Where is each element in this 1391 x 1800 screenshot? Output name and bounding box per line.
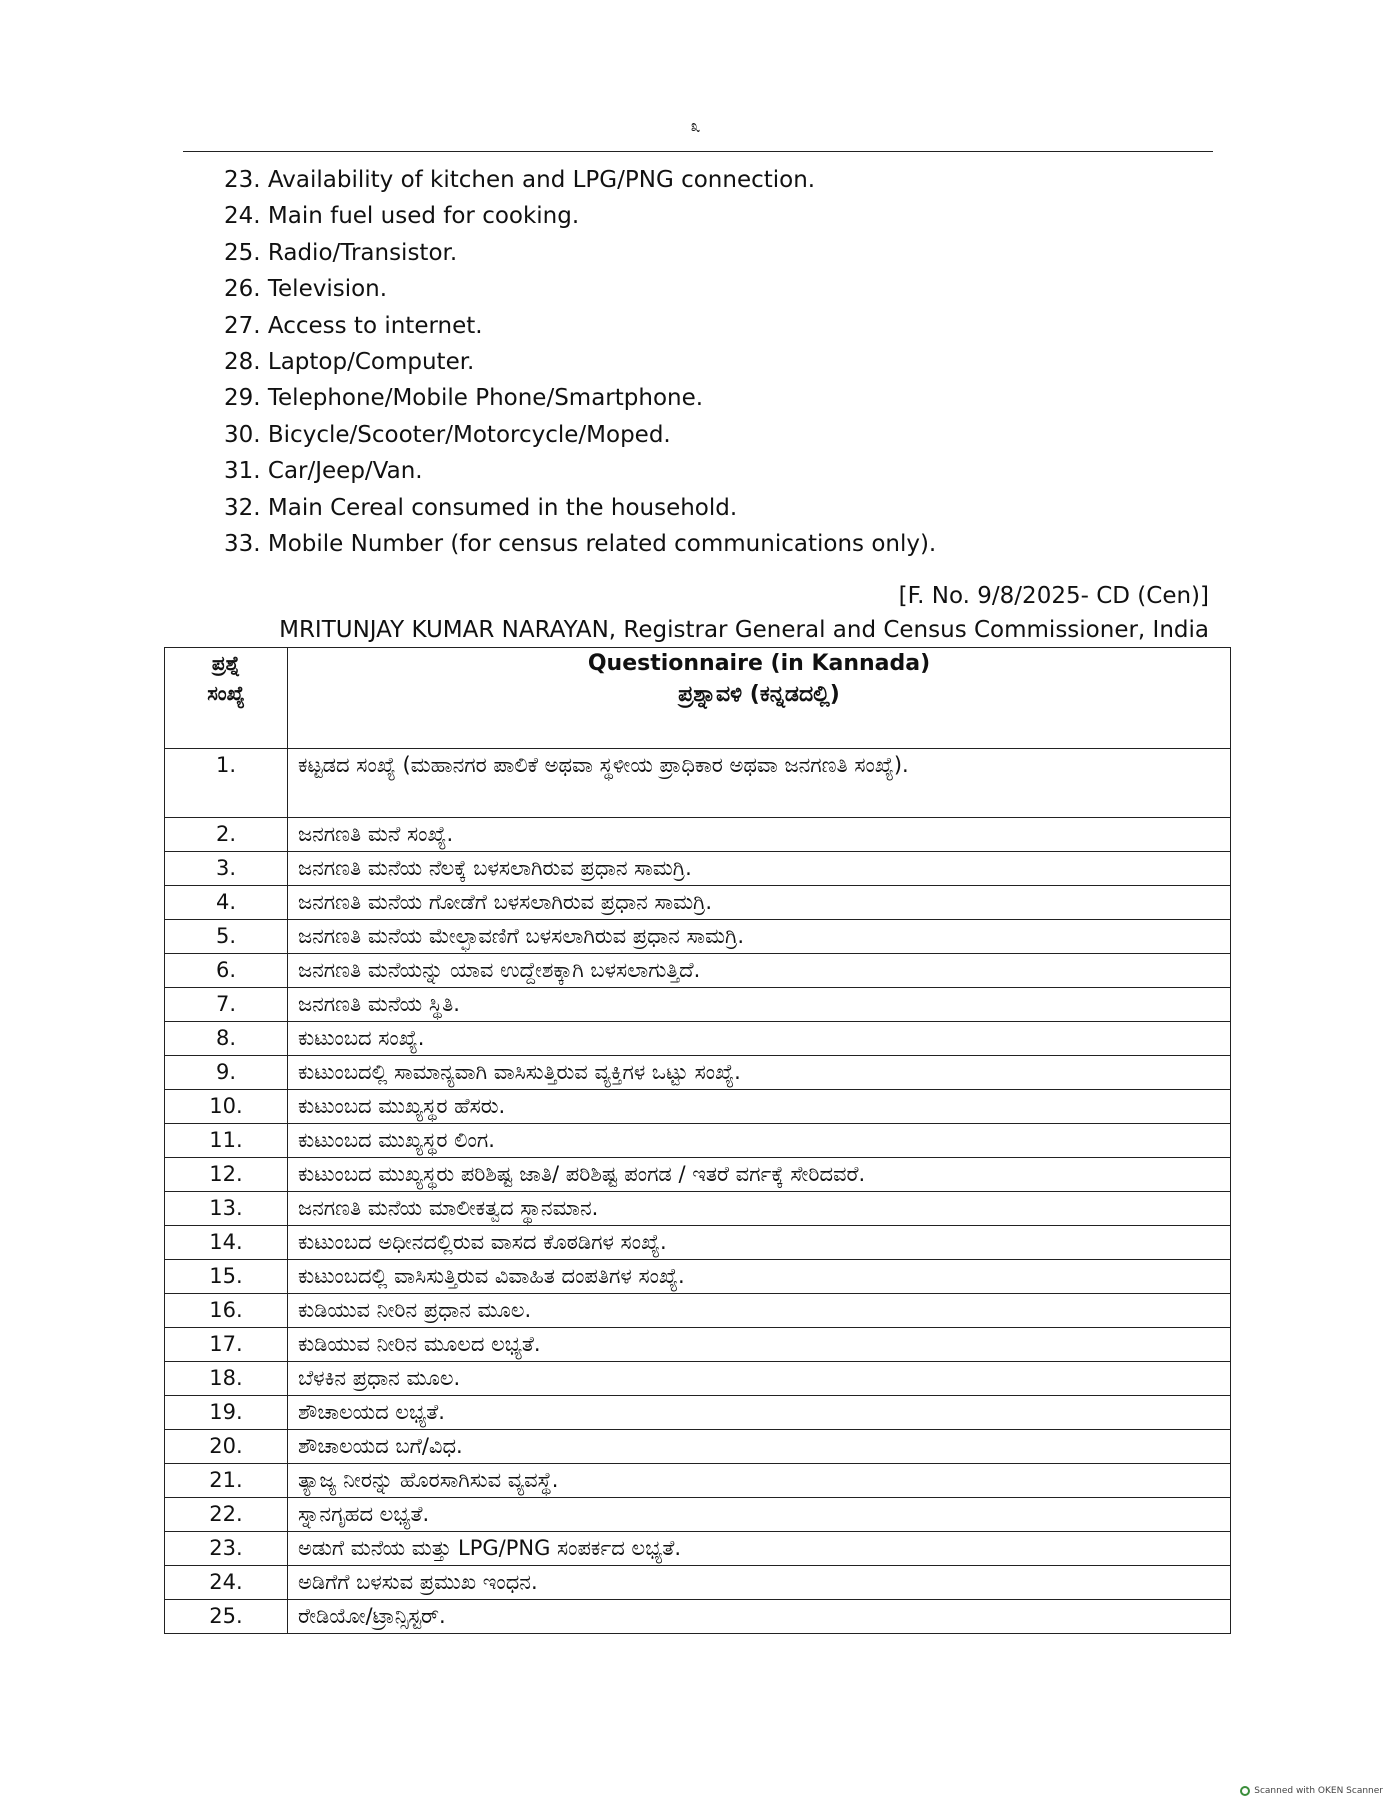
question-text-cell: ಜನಗಣತಿ ಮನೆಯನ್ನು ಯಾವ ಉದ್ದೇಶಕ್ಕಾಗಿ ಬಳಸಲಾಗುತ್ತಿದೆ. <box>288 954 1231 988</box>
question-text-cell: ಕುಟುಂಬದ ಸಂಖ್ಯೆ. <box>288 1022 1231 1056</box>
question-text-cell: ಜನಗಣತಿ ಮನೆಯ ಗೋಡೆಗೆ ಬಳಸಲಾಗಿರುವ ಪ್ರಧಾನ ಸಾಮಗ್ರಿ. <box>288 886 1231 920</box>
question-text-cell: ಜನಗಣತಿ ಮನೆಯ ನೆಲಕ್ಕೆ ಬಳಸಲಾಗಿರುವ ಪ್ರಧಾನ ಸಾಮಗ್ರಿ. <box>288 852 1231 886</box>
question-number-cell: 2. <box>165 818 288 852</box>
table-row <box>165 1158 1231 1192</box>
header-divider <box>183 151 1213 152</box>
question-number-cell: 19. <box>165 1396 288 1430</box>
table-row <box>165 1260 1231 1294</box>
question-text-cell: ಜನಗಣತಿ ಮನೆಯ ಮಾಲೀಕತ್ವದ ಸ್ಥಾನಮಾನ. <box>288 1192 1231 1226</box>
questionnaire-header <box>288 648 1231 749</box>
question-list-english <box>224 162 936 562</box>
table-row <box>165 1430 1231 1464</box>
question-text-cell: ತ್ಯಾಜ್ಯ ನೀರನ್ನು ಹೊರಸಾಗಿಸುವ ವ್ಯವಸ್ಥೆ. <box>288 1464 1231 1498</box>
question-number-cell: 14. <box>165 1226 288 1260</box>
scanner-watermark <box>1240 1786 1383 1796</box>
question-text-cell: ಕುಟುಂಬದಲ್ಲಿ ಸಾಮಾನ್ಯವಾಗಿ ವಾಸಿಸುತ್ತಿರುವ ವ್ಯಕ್ತಿಗಳ ಒಟ್ಟು ಸಂಖ್ಯೆ. <box>288 1056 1231 1090</box>
table-row <box>165 1328 1231 1362</box>
question-text-cell: ಅಡುಗೆ ಮನೆಯ ಮತ್ತು LPG/PNG ಸಂಪರ್ಕದ ಲಭ್ಯತೆ. <box>288 1532 1231 1566</box>
list-item: 29. Telephone/Mobile Phone/Smartphone. <box>224 385 704 412</box>
question-text-cell: ಅಡಿಗೆಗೆ ಬಳಸುವ ಪ್ರಮುಖ ಇಂಧನ. <box>288 1566 1231 1600</box>
questionnaire-table-body <box>165 749 1231 1634</box>
question-number-cell: 20. <box>165 1430 288 1464</box>
table-row <box>165 1226 1231 1260</box>
question-text-cell: ಶೌಚಾಲಯದ ಬಗೆ/ವಿಧ. <box>288 1430 1231 1464</box>
questionnaire-title-kannada: ಪ್ರಶ್ನಾವಳಿ (ಕನ್ನಡದಲ್ಲಿ) <box>678 682 840 707</box>
questionnaire-table <box>164 647 1231 1634</box>
table-row <box>165 920 1231 954</box>
question-text-cell: ಸ್ನಾನಗೃಹದ ಲಭ್ಯತೆ. <box>288 1498 1231 1532</box>
table-row <box>165 988 1231 1022</box>
question-number-header-line2: ಸಂಖ್ಯೆ <box>207 681 245 705</box>
question-number-cell: 12. <box>165 1158 288 1192</box>
table-row <box>165 1498 1231 1532</box>
question-text-cell: ಕುಟುಂಬದಲ್ಲಿ ವಾಸಿಸುತ್ತಿರುವ ವಿವಾಹಿತ ದಂಪತಿಗಳ ಸಂಖ್ಯೆ. <box>288 1260 1231 1294</box>
list-item: 33. Mobile Number (for census related communications only). <box>224 531 937 558</box>
list-item: 28. Laptop/Computer. <box>224 349 475 376</box>
list-item: 23. Availability of kitchen and LPG/PNG connection. <box>224 167 816 193</box>
scanner-watermark-text: Scanned with OKEN Scanner <box>1254 1786 1383 1796</box>
question-number-cell: 1. <box>165 749 288 818</box>
question-number-cell: 7. <box>165 988 288 1022</box>
question-number-cell: 13. <box>165 1192 288 1226</box>
table-row <box>165 1464 1231 1498</box>
question-text-cell: ಜನಗಣತಿ ಮನೆಯ ಮೇಲ್ಛಾವಣಿಗೆ ಬಳಸಲಾಗಿರುವ ಪ್ರಧಾನ ಸಾಮಗ್ರಿ. <box>288 920 1231 954</box>
list-item: 26. Television. <box>224 276 388 303</box>
question-number-cell: 5. <box>165 920 288 954</box>
question-text-cell: ಕುಟುಂಬದ ಮುಖ್ಯಸ್ಥರ ಹೆಸರು. <box>288 1090 1231 1124</box>
table-row <box>165 1056 1231 1090</box>
question-number-cell: 24. <box>165 1566 288 1600</box>
table-row <box>165 1566 1231 1600</box>
questionnaire-title-english: Questionnaire (in Kannada) <box>587 651 931 676</box>
question-number-cell: 15. <box>165 1260 288 1294</box>
file-reference: [F. No. 9/8/2025- CD (Cen)] <box>898 583 1209 609</box>
question-text-cell: ಜನಗಣತಿ ಮನೆ ಸಂಖ್ಯೆ. <box>288 818 1231 852</box>
table-row <box>165 818 1231 852</box>
question-number-cell: 21. <box>165 1464 288 1498</box>
question-number-cell: 23. <box>165 1532 288 1566</box>
signatory-line: MRITUNJAY KUMAR NARAYAN, Registrar General and Census Commissioner, India <box>279 617 1209 643</box>
question-number-cell: 11. <box>165 1124 288 1158</box>
question-number-cell: 3. <box>165 852 288 886</box>
question-number-cell: 17. <box>165 1328 288 1362</box>
list-item: 31. Car/Jeep/Van. <box>224 458 423 485</box>
question-text-cell: ಕುಟುಂಬದ ಮುಖ್ಯಸ್ಥರು ಪರಿಶಿಷ್ಟ ಜಾತಿ/ ಪರಿಶಿಷ್ಟ ಪಂಗಡ / ಇತರೆ ವರ್ಗಕ್ಕೆ ಸೇರಿದವರೆ. <box>288 1158 1231 1192</box>
question-number-cell: 9. <box>165 1056 288 1090</box>
table-row <box>165 1396 1231 1430</box>
table-row <box>165 1532 1231 1566</box>
table-row <box>165 954 1231 988</box>
list-item: 24. Main fuel used for cooking. <box>224 203 580 230</box>
table-row <box>165 852 1231 886</box>
question-text-cell: ಬೆಳಕಿನ ಪ್ರಧಾನ ಮೂಲ. <box>288 1362 1231 1396</box>
table-row <box>165 749 1231 818</box>
question-text-cell: ಕುಟುಂಬದ ಮುಖ್ಯಸ್ಥರ ಲಿಂಗ. <box>288 1124 1231 1158</box>
question-number-header <box>165 648 288 749</box>
table-row <box>165 886 1231 920</box>
table-row <box>165 1600 1231 1634</box>
question-text-cell: ಕುಡಿಯುವ ನೀರಿನ ಪ್ರಧಾನ ಮೂಲ. <box>288 1294 1231 1328</box>
question-number-cell: 4. <box>165 886 288 920</box>
question-text-cell: ಕುಡಿಯುವ ನೀರಿನ ಮೂಲದ ಲಭ್ಯತೆ. <box>288 1328 1231 1362</box>
question-number-cell: 18. <box>165 1362 288 1396</box>
question-number-cell: 8. <box>165 1022 288 1056</box>
question-number-cell: 6. <box>165 954 288 988</box>
scanner-logo-icon <box>1240 1786 1250 1796</box>
table-row <box>165 1022 1231 1056</box>
page-number: ೩ <box>690 116 701 137</box>
table-header-row <box>165 648 1231 749</box>
list-item: 30. Bicycle/Scooter/Motorcycle/Moped. <box>224 421 671 448</box>
table-row <box>165 1362 1231 1396</box>
question-text-cell: ರೇಡಿಯೋ/ಟ್ರಾನ್ಸಿಸ್ಟರ್. <box>288 1600 1231 1634</box>
list-item: 27. Access to internet. <box>224 312 483 339</box>
table-row <box>165 1192 1231 1226</box>
question-number-header-line1: ಪ್ರಶ್ನೆ <box>211 651 241 675</box>
question-text-cell: ಶೌಚಾಲಯದ ಲಭ್ಯತೆ. <box>288 1396 1231 1430</box>
table-row <box>165 1090 1231 1124</box>
question-text-cell: ಜನಗಣತಿ ಮನೆಯ ಸ್ಥಿತಿ. <box>288 988 1231 1022</box>
list-item: 25. Radio/Transistor. <box>224 239 458 266</box>
question-number-cell: 10. <box>165 1090 288 1124</box>
question-number-cell: 25. <box>165 1600 288 1634</box>
table-row <box>165 1124 1231 1158</box>
list-item: 32. Main Cereal consumed in the household. <box>224 494 738 521</box>
question-text-cell: ಕುಟುಂಬದ ಅಧೀನದಲ್ಲಿರುವ ವಾಸದ ಕೊಠಡಿಗಳ ಸಂಖ್ಯೆ. <box>288 1226 1231 1260</box>
question-number-cell: 16. <box>165 1294 288 1328</box>
table-row <box>165 1294 1231 1328</box>
question-text-cell: ಕಟ್ಟಡದ ಸಂಖ್ಯೆ (ಮಹಾನಗರ ಪಾಲಿಕೆ ಅಥವಾ ಸ್ಥಳೀಯ ಪ್ರಾಧಿಕಾರ ಅಥವಾ ಜನಗಣತಿ ಸಂಖ್ಯೆ). <box>288 749 1231 818</box>
question-number-cell: 22. <box>165 1498 288 1532</box>
